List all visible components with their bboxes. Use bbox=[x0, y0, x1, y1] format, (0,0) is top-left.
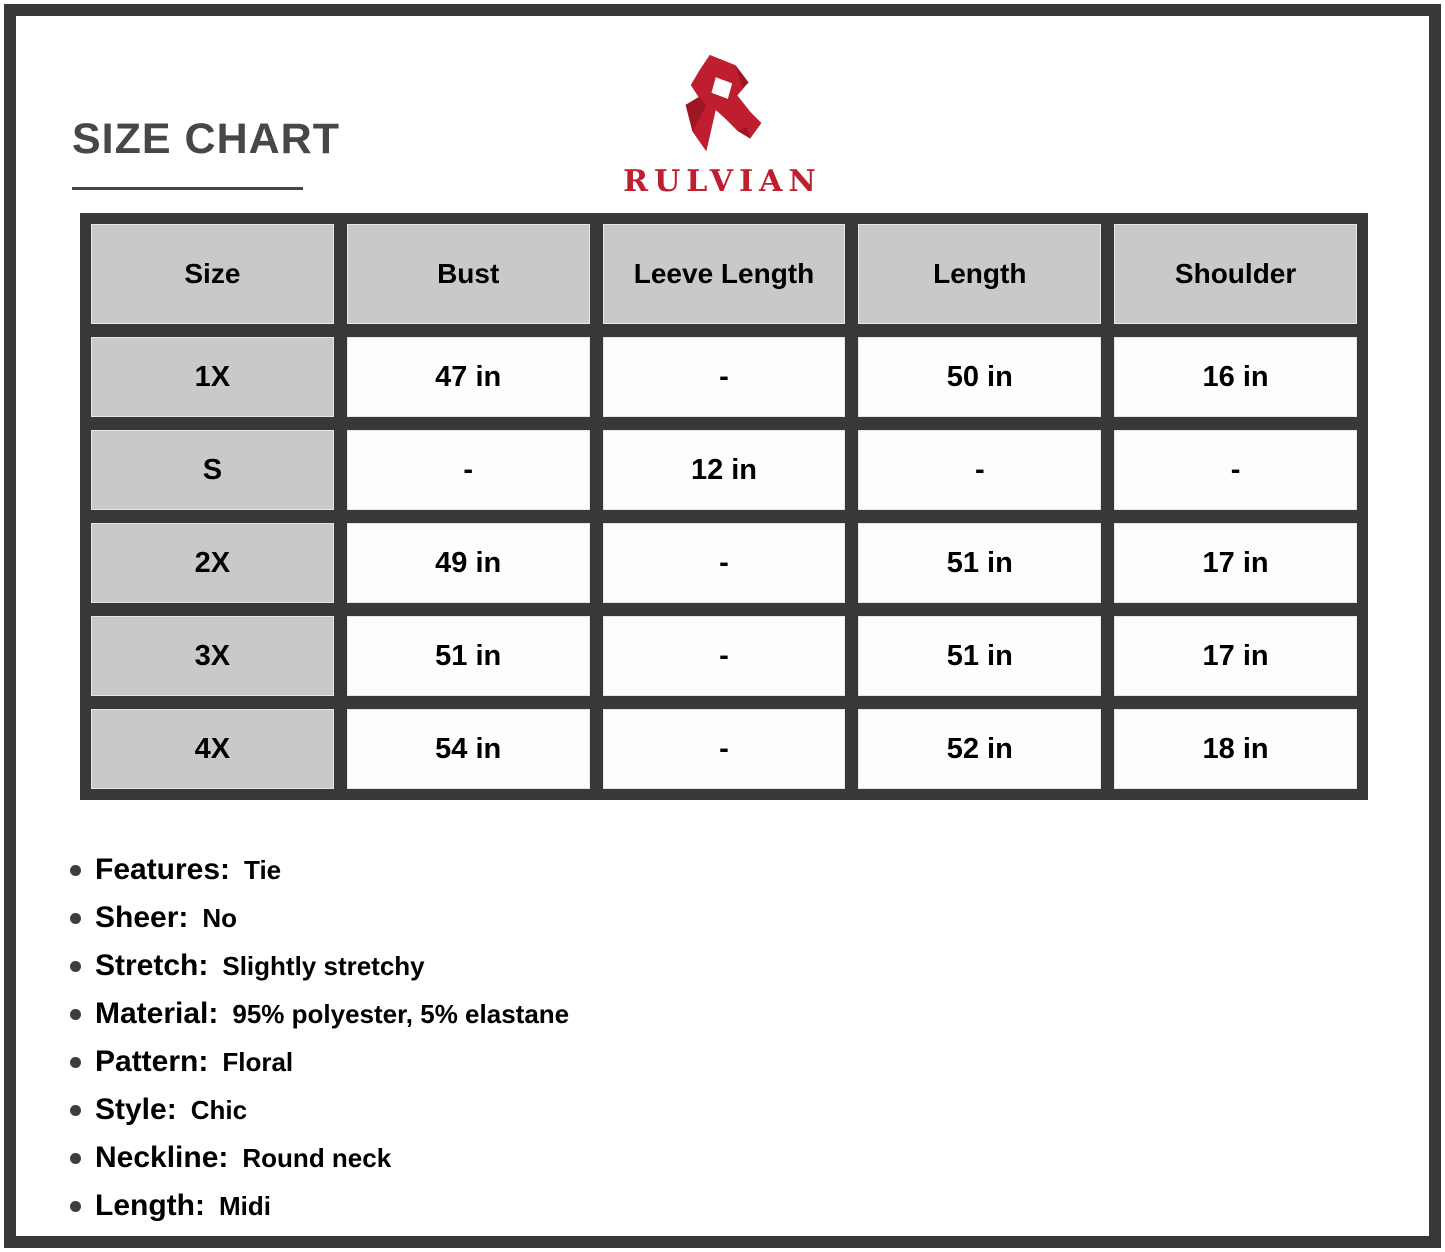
detail-label: Pattern: bbox=[95, 1045, 209, 1078]
product-details-list bbox=[70, 846, 569, 1230]
table-cell: 51 in bbox=[858, 523, 1101, 603]
row-label-3x: 3X bbox=[91, 616, 334, 696]
detail-label: Neckline: bbox=[95, 1141, 229, 1174]
table-cell: 12 in bbox=[603, 430, 846, 510]
detail-value: 95% polyester, 5% elastane bbox=[232, 998, 570, 1029]
table-cell: 17 in bbox=[1114, 616, 1357, 696]
table-cell: - bbox=[603, 523, 846, 603]
bullet-icon bbox=[70, 865, 81, 876]
brand-name: RULVIAN bbox=[623, 164, 822, 199]
bullet-icon bbox=[70, 1153, 81, 1164]
bullet-icon bbox=[70, 1057, 81, 1068]
detail-label: Style: bbox=[95, 1093, 177, 1126]
table-cell: 17 in bbox=[1114, 523, 1357, 603]
detail-value: Midi bbox=[218, 1190, 271, 1221]
detail-value: Floral bbox=[222, 1046, 294, 1077]
detail-value: Slightly stretchy bbox=[222, 950, 425, 981]
detail-label: Material: bbox=[95, 997, 219, 1030]
table-cell: 52 in bbox=[858, 709, 1101, 789]
column-header-length: Length bbox=[858, 224, 1101, 324]
table-cell: 18 in bbox=[1114, 709, 1357, 789]
size-table bbox=[80, 213, 1368, 800]
detail-value: Chic bbox=[190, 1094, 248, 1125]
list-item-length bbox=[70, 1182, 569, 1230]
row-label-s: S bbox=[91, 430, 334, 510]
column-header-size: Size bbox=[91, 224, 334, 324]
bullet-icon bbox=[70, 1105, 81, 1116]
title-block bbox=[72, 116, 340, 190]
detail-value: Round neck bbox=[242, 1142, 392, 1173]
table-cell: 51 in bbox=[347, 616, 590, 696]
table-cell: - bbox=[858, 430, 1101, 510]
list-item-material bbox=[70, 990, 569, 1038]
detail-label: Length: bbox=[95, 1189, 205, 1222]
detail-value: Tie bbox=[244, 854, 282, 885]
detail-label: Features: bbox=[95, 853, 231, 886]
column-header-shoulder: Shoulder bbox=[1114, 224, 1357, 324]
list-item-features bbox=[70, 846, 569, 894]
table-cell: 54 in bbox=[347, 709, 590, 789]
bullet-icon bbox=[70, 1009, 81, 1020]
table-cell: - bbox=[603, 337, 846, 417]
row-label-4x: 4X bbox=[91, 709, 334, 789]
bullet-icon bbox=[70, 961, 81, 972]
detail-label: Stretch: bbox=[95, 949, 209, 982]
table-cell: - bbox=[1114, 430, 1357, 510]
list-item-sheer bbox=[70, 894, 569, 942]
brand-logo-icon bbox=[665, 48, 779, 160]
brand-logo bbox=[623, 48, 822, 199]
row-label-1x: 1X bbox=[91, 337, 334, 417]
detail-label: Sheer: bbox=[95, 901, 189, 934]
column-header-bust: Bust bbox=[347, 224, 590, 324]
bullet-icon bbox=[70, 1201, 81, 1212]
detail-value: No bbox=[202, 902, 238, 933]
list-item-style bbox=[70, 1086, 569, 1134]
title-underline bbox=[72, 187, 303, 190]
table-cell: 49 in bbox=[347, 523, 590, 603]
table-cell: 50 in bbox=[858, 337, 1101, 417]
list-item-pattern bbox=[70, 1038, 569, 1086]
table-cell: 47 in bbox=[347, 337, 590, 417]
bullet-icon bbox=[70, 913, 81, 924]
page-title: SIZE CHART bbox=[72, 115, 340, 163]
table-cell: 51 in bbox=[858, 616, 1101, 696]
row-label-2x: 2X bbox=[91, 523, 334, 603]
table-cell: - bbox=[347, 430, 590, 510]
list-item-neckline bbox=[70, 1134, 569, 1182]
table-cell: - bbox=[603, 709, 846, 789]
table-cell: 16 in bbox=[1114, 337, 1357, 417]
table-cell: - bbox=[603, 616, 846, 696]
list-item-stretch bbox=[70, 942, 569, 990]
column-header-sleeve-length: Leeve Length bbox=[603, 224, 846, 324]
